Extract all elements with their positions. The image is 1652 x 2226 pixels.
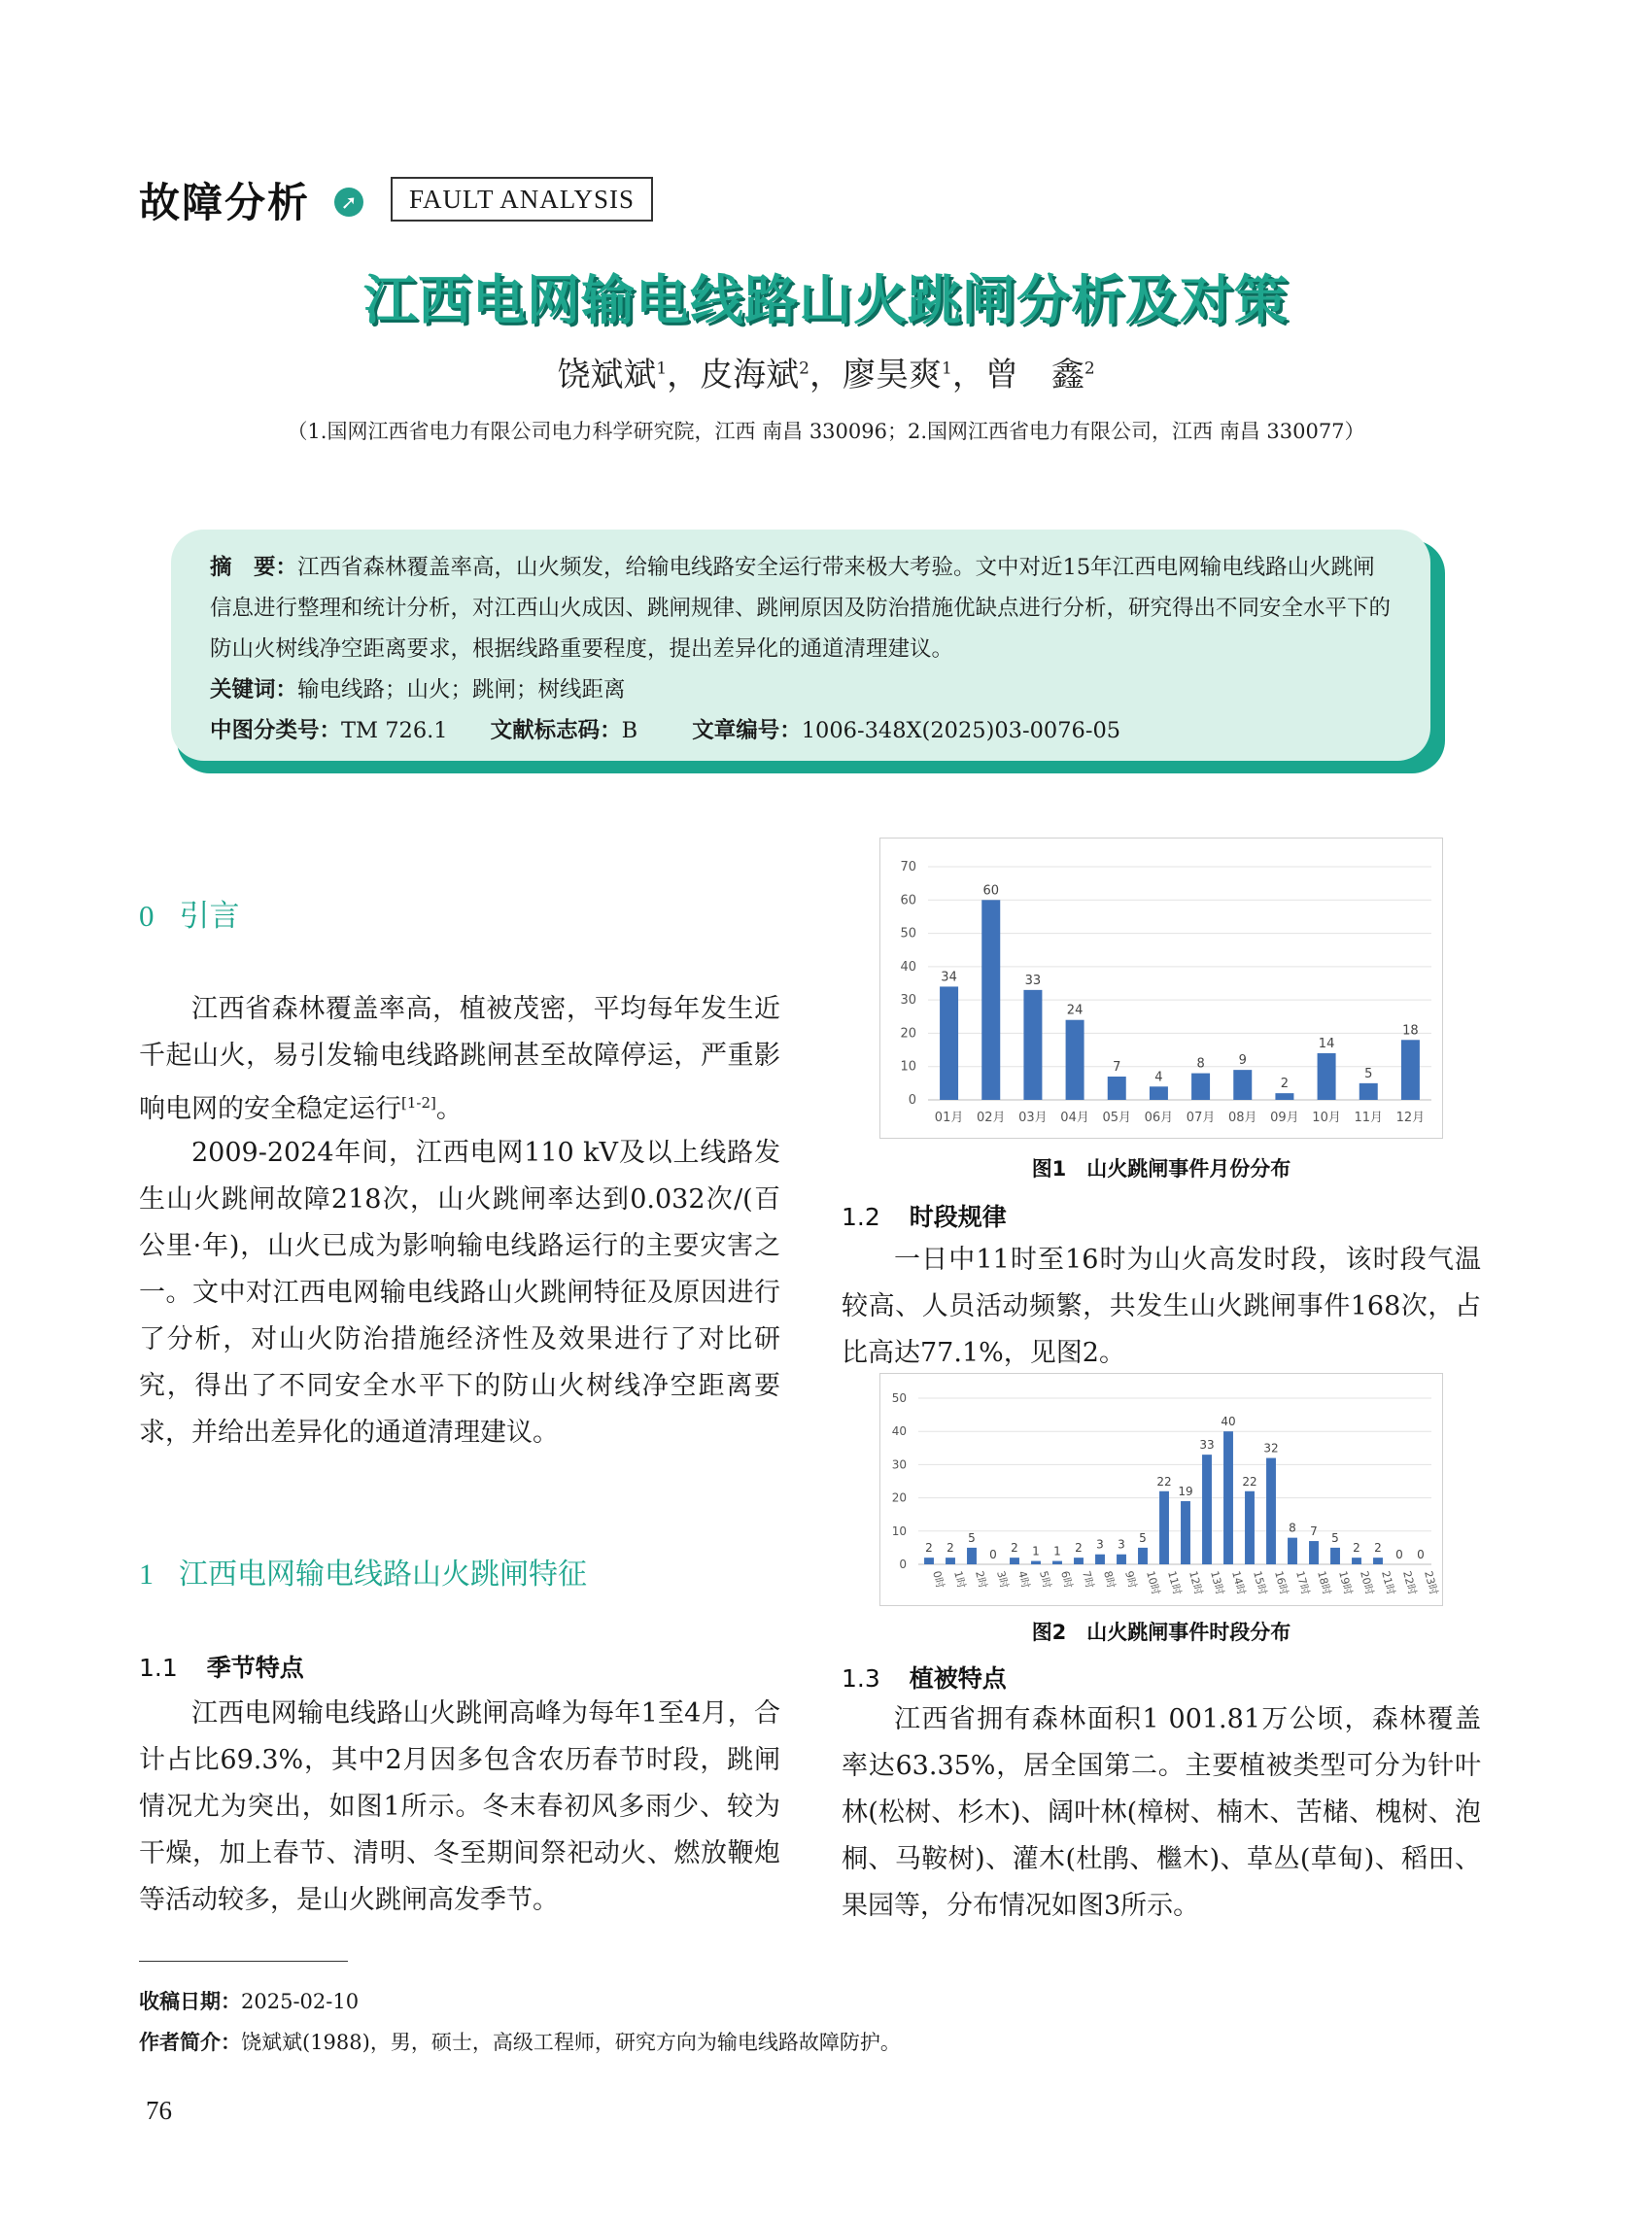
data-label: 1 — [1053, 1544, 1061, 1558]
bar — [1233, 1070, 1252, 1100]
abstract-box — [171, 530, 1430, 761]
footnote-rule — [139, 1961, 348, 1962]
heading-number: 1.2 — [842, 1203, 880, 1231]
figure-2-chart — [879, 1373, 1443, 1606]
y-tick-label: 30 — [891, 1457, 907, 1472]
bar — [1031, 1561, 1041, 1564]
paragraph-end: 。 — [435, 1094, 463, 1124]
bar — [1318, 1053, 1336, 1100]
bar — [1181, 1501, 1190, 1564]
page-number: 76 — [146, 2096, 172, 2125]
data-label: 19 — [1178, 1485, 1193, 1499]
bar — [1095, 1555, 1105, 1564]
x-tick-label: 5时 — [1037, 1569, 1054, 1591]
abstract-label: 摘 要： — [210, 555, 298, 580]
author-name: 曾 鑫 — [984, 356, 1084, 394]
author-bio-label: 作者简介： — [139, 2031, 241, 2054]
bar — [1159, 1491, 1169, 1564]
keywords-label: 关键词： — [210, 677, 298, 702]
x-tick-label: 09月 — [1270, 1111, 1299, 1125]
data-label: 0 — [1395, 1548, 1403, 1561]
author-name: 饶斌斌 — [557, 356, 657, 394]
x-tick-label: 10时 — [1144, 1569, 1163, 1596]
x-tick-label: 20时 — [1358, 1569, 1377, 1596]
bar — [1108, 1077, 1126, 1100]
x-tick-label: 19时 — [1336, 1569, 1356, 1596]
heading-text: 时段规律 — [909, 1203, 1007, 1231]
y-tick-label: 70 — [900, 860, 916, 874]
author-sup: 2 — [799, 359, 809, 379]
data-label: 2 — [1353, 1541, 1360, 1556]
data-label: 3 — [1118, 1537, 1125, 1552]
author-sup: 1 — [656, 359, 668, 379]
x-tick-label: 11时 — [1165, 1569, 1185, 1596]
y-tick-label: 60 — [900, 893, 916, 908]
heading-text: 季节特点 — [206, 1654, 304, 1682]
data-label: 2 — [1280, 1077, 1290, 1092]
heading-text: 江西电网输电线路山火跳闸特征 — [179, 1558, 587, 1592]
heading-text: 植被特点 — [909, 1664, 1007, 1693]
author-sup: 1 — [942, 359, 952, 379]
data-label: 18 — [1402, 1023, 1419, 1039]
bar — [1191, 1074, 1210, 1100]
data-label: 5 — [1331, 1530, 1339, 1545]
x-tick-label: 16时 — [1272, 1569, 1291, 1596]
data-label: 22 — [1156, 1474, 1172, 1489]
y-tick-label: 40 — [891, 1424, 907, 1439]
data-label: 7 — [1310, 1524, 1318, 1539]
doc-code-value: B — [621, 718, 638, 743]
y-tick-label: 30 — [900, 993, 916, 1009]
bar — [1275, 1093, 1293, 1100]
data-label: 1 — [1032, 1544, 1040, 1558]
x-tick-label: 4时 — [1015, 1569, 1033, 1591]
x-tick-label: 21时 — [1379, 1569, 1398, 1596]
paragraph-1-1: 江西电网输电线路山火跳闸高峰为每年1至4月，合计占比69.3%，其中2月因多包含农历春节时段，跳闸情况尤为突出，如图1所示。冬末春初风多雨少、较为干燥，加上春节、清明、冬至期间祭祀动火、燃放鞭炮等活动较多，是山火跳闸高发季节。 — [139, 1698, 780, 1915]
data-label: 32 — [1263, 1441, 1279, 1455]
x-tick-label: 14时 — [1229, 1569, 1249, 1596]
data-label: 8 — [1196, 1056, 1205, 1072]
author-bio-text: 饶斌斌(1988)，男，硕士，高级工程师，研究方向为输电线路故障防护。 — [241, 2031, 901, 2054]
data-label: 34 — [941, 970, 957, 985]
keywords — [210, 669, 1392, 710]
abstract-text: 江西省森林覆盖率高，山火频发，给输电线路安全运行带来极大考验。文中对近15年江西电网输电线路山火跳闸信息进行整理和统计分析，对江西山火成因、跳闸规律、跳闸原因及防治措施优缺点进行分析，研究得出不同安全水平下的防山火树线净空距离要求，根据线路重要程度，提出差异化的通道清理建议。 — [210, 555, 1392, 662]
bar — [1117, 1555, 1126, 1564]
article-number-label: 文章编号： — [692, 718, 802, 743]
x-tick-label: 15时 — [1251, 1569, 1270, 1596]
x-tick-label: 6时 — [1058, 1569, 1076, 1591]
bar — [1052, 1561, 1062, 1564]
figure-2-caption: 图2 山火跳闸事件时段分布 — [1031, 1621, 1291, 1644]
x-tick-label: 8时 — [1101, 1569, 1119, 1591]
x-tick-label: 08月 — [1227, 1111, 1257, 1125]
x-tick-label: 2时 — [973, 1569, 990, 1591]
data-label: 2 — [1075, 1541, 1083, 1556]
x-tick-label: 03月 — [1018, 1111, 1048, 1125]
heading-introduction — [139, 891, 240, 935]
bar — [1010, 1558, 1019, 1564]
x-tick-label: 02月 — [976, 1111, 1006, 1125]
y-tick-label: 40 — [900, 959, 916, 975]
x-tick-label: 3时 — [994, 1569, 1012, 1591]
x-tick-label: 0时 — [930, 1569, 947, 1591]
clc-label: 中图分类号： — [210, 718, 342, 743]
y-tick-label: 10 — [891, 1524, 907, 1538]
x-tick-label: 22时 — [1400, 1569, 1420, 1596]
data-label: 33 — [1199, 1438, 1215, 1453]
heading-number: 1 — [139, 1558, 154, 1591]
x-tick-label: 04月 — [1060, 1111, 1089, 1125]
data-label: 0 — [1417, 1548, 1425, 1561]
data-label: 8 — [1289, 1521, 1296, 1535]
arrow-up-right-icon: ➚ — [334, 188, 363, 217]
y-tick-label: 20 — [891, 1490, 907, 1505]
received-value: 2025-02-10 — [241, 1990, 360, 2013]
data-label: 40 — [1221, 1415, 1236, 1429]
x-tick-label: 9时 — [1122, 1569, 1140, 1591]
data-label: 2 — [925, 1541, 933, 1556]
author-sup: 2 — [1084, 359, 1095, 379]
bar — [1288, 1538, 1297, 1564]
data-label: 7 — [1113, 1060, 1121, 1075]
data-label: 9 — [1238, 1053, 1247, 1069]
bar — [1266, 1458, 1276, 1564]
section-tag-english: FAULT ANALYSIS — [391, 177, 653, 222]
x-tick-label: 10月 — [1312, 1111, 1341, 1125]
bar — [1330, 1548, 1340, 1564]
paragraph-1-3: 江西省拥有森林面积1 001.81万公顷，森林覆盖率达63.35%，居全国第二。主要植被类型可分为针叶林(松树、杉木)、阔叶林(樟树、楠木、苦槠、槐树、泡桐、马鞍树)、灌木(杜鹃、檵木)、草丛(草甸)、稻田、果园等，分布情况如图3所示。 — [842, 1704, 1481, 1921]
data-label: 14 — [1318, 1037, 1335, 1051]
bar — [981, 900, 1000, 1100]
bar — [967, 1548, 977, 1564]
bar — [1401, 1040, 1420, 1100]
x-tick-label: 7时 — [1080, 1569, 1097, 1591]
bar — [1150, 1086, 1168, 1100]
bar — [1373, 1558, 1383, 1564]
bar — [1352, 1558, 1361, 1564]
author-bio — [139, 2027, 901, 2056]
bar — [924, 1558, 934, 1564]
data-label: 24 — [1066, 1003, 1084, 1018]
x-tick-label: 11月 — [1354, 1111, 1384, 1125]
heading-section-1 — [139, 1550, 587, 1592]
x-tick-label: 1时 — [951, 1569, 969, 1591]
y-tick-label: 0 — [908, 1093, 916, 1108]
bar — [1066, 1020, 1084, 1100]
data-label: 3 — [1096, 1537, 1104, 1552]
bar — [1359, 1083, 1378, 1100]
data-label: 2 — [946, 1541, 954, 1556]
data-label: 33 — [1024, 973, 1042, 988]
received-label: 收稿日期： — [139, 1990, 241, 2013]
x-tick-label: 23时 — [1422, 1569, 1441, 1596]
data-label: 5 — [968, 1530, 976, 1545]
heading-1-2 — [842, 1198, 1007, 1233]
bar — [1309, 1541, 1319, 1564]
data-label: 5 — [1364, 1066, 1373, 1081]
bar — [1138, 1548, 1148, 1564]
x-tick-label: 01月 — [934, 1111, 964, 1125]
article-title: 江西电网输电线路山火跳闸分析及对策 — [362, 269, 1289, 331]
paragraph-1-2: 一日中11时至16时为山火高发时段，该时段气温较高、人员活动频繁，共发生山火跳闸事件168次，占比高达77.1%，见图2。 — [842, 1245, 1481, 1368]
x-tick-label: 17时 — [1293, 1569, 1313, 1596]
author-name: 皮海斌 — [700, 356, 800, 394]
data-label: 0 — [989, 1548, 997, 1561]
author-list: 饶斌斌$^1$，皮海斌$^2$，廖昊爽$^1$，曾 鑫$^2$ — [557, 356, 1095, 394]
x-tick-label: 18时 — [1315, 1569, 1334, 1596]
bar — [1202, 1455, 1212, 1564]
classification-line — [210, 710, 1392, 751]
x-tick-label: 12时 — [1187, 1569, 1206, 1596]
x-tick-label: 12月 — [1395, 1111, 1426, 1125]
figure-1-caption: 图1 山火跳闸事件月份分布 — [1031, 1157, 1291, 1181]
heading-number: 0 — [139, 899, 155, 933]
x-tick-label: 13时 — [1208, 1569, 1227, 1596]
section-tag: 故障分析 — [139, 179, 311, 226]
y-tick-label: 10 — [900, 1059, 916, 1075]
figure-1-chart — [879, 838, 1443, 1139]
y-tick-label: 50 — [900, 926, 916, 942]
paragraph-intro-2: 2009-2024年间，江西电网110 kV及以上线路发生山火跳闸故障218次，山火跳闸率达到0.032次/(百公里·年)，山火已成为影响输电线路运行的主要灾害之一。文中对江西电网输电线路山火跳闸特征及原因进行了分析，对山火防治措施经济性及效果进行了对比研究，得出了不同安全水平下的防山火树线净空距离要求，并给出差异化的通道清理建议。 — [139, 1138, 780, 1448]
citation: [1-2] — [401, 1094, 436, 1112]
bar — [940, 986, 958, 1100]
bar — [946, 1558, 955, 1564]
heading-1-3 — [842, 1660, 1007, 1695]
clc-value: TM 726.1 — [341, 718, 448, 743]
keywords-text: 输电线路；山火；跳闸；树线距离 — [297, 677, 626, 702]
article-number-value: 1006-348X(2025)03-0076-05 — [801, 718, 1121, 743]
heading-text: 引言 — [179, 899, 240, 934]
author-name: 廖昊爽 — [843, 356, 942, 394]
data-label: 2 — [1374, 1541, 1382, 1556]
y-tick-label: 50 — [891, 1391, 907, 1405]
heading-1-1 — [139, 1649, 304, 1684]
x-tick-label: 07月 — [1186, 1111, 1216, 1125]
x-tick-label: 06月 — [1144, 1111, 1174, 1125]
data-label: 22 — [1242, 1474, 1257, 1489]
data-label: 4 — [1154, 1070, 1163, 1085]
doc-code-label: 文献标志码： — [490, 718, 622, 743]
affiliation: （1.国网江西省电力有限公司电力科学研究院，江西 南昌 330096；2.国网江西省电力有限公司，江西 南昌 330077） — [287, 420, 1365, 443]
data-label: 5 — [1139, 1530, 1147, 1545]
bar — [1245, 1491, 1255, 1564]
data-label: 60 — [982, 883, 1000, 899]
bar — [1023, 990, 1042, 1100]
paragraph-text: 江西省森林覆盖率高，植被茂密，平均每年发生近千起山火，易引发输电线路跳闸甚至故障停运，严重影响电网的安全稳定运行 — [139, 994, 780, 1124]
heading-number: 1.1 — [139, 1654, 178, 1682]
heading-number: 1.3 — [842, 1664, 880, 1693]
received-date — [139, 1986, 359, 2015]
data-label: 2 — [1011, 1541, 1018, 1556]
bar — [1074, 1558, 1084, 1564]
y-tick-label: 20 — [900, 1026, 916, 1042]
bar — [1223, 1431, 1233, 1564]
y-tick-label: 0 — [899, 1558, 907, 1571]
paragraph-intro-1 — [139, 986, 780, 1133]
x-tick-label: 05月 — [1102, 1111, 1132, 1125]
abstract — [210, 547, 1392, 669]
